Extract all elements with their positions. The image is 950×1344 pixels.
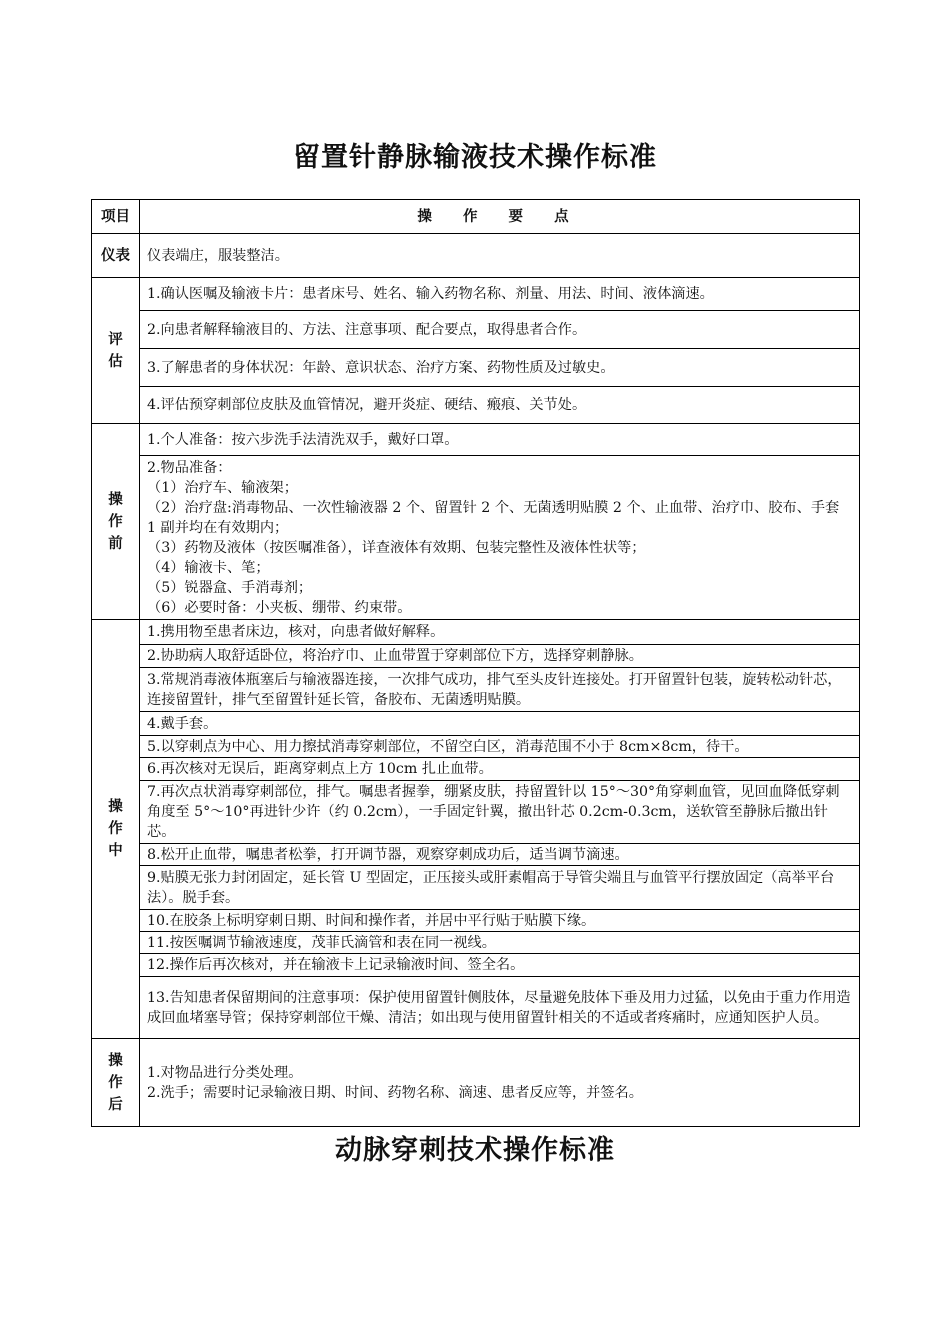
during-item: 2.协助病人取舒适卧位，将治疗巾、止血带置于穿刺部位下方，选择穿刺静脉。 [140,645,860,668]
appearance-row [92,234,860,278]
table-row [92,645,860,668]
during-item: 13.告知患者保留期间的注意事项：保护使用留置针侧肢体，尽量避免肢体下垂及用力过猛，以免由于重力作用造成回血堵塞导管；保持穿刺部位干燥、清洁；如出现与使用留置针相关的不适或者疼痛时，应通知医护人员。 [140,977,860,1039]
table-row [92,387,860,424]
after-text [140,1039,860,1127]
table-row [92,278,860,311]
table-row [92,424,860,456]
next-section-title: 动脉穿刺技术操作标准 [335,1135,615,1166]
assessment-item: 4.评估预穿刺部位皮肤及血管情况，避开炎症、硬结、瘢痕、关节处。 [140,387,860,424]
during-label: 操作中 [92,620,140,1039]
during-item: 9.贴膜无张力封闭固定，延长管 U 型固定，正压接头或肝素帽高于导管尖端且与血管平行摆放固定（高举平台法）。脱手套。 [140,866,860,910]
table-row [92,977,860,1039]
supplies-line: 2.物品准备： [147,459,232,476]
table-row [92,712,860,736]
during-item: 5.以穿刺点为中心、用力擦拭消毒穿刺部位，不留空白区，消毒范围不小于 8cm×8cm，待干。 [140,736,860,758]
table-row [92,1039,860,1127]
table-row [92,910,860,932]
supplies-line: （4）输液卡、笔； [147,559,270,576]
appearance-label: 仪表 [92,234,140,278]
assessment-item: 1.确认医嘱及输液卡片：患者床号、姓名、输入药物名称、剂量、用法、时间、液体滴速。 [140,278,860,311]
supplies-line: （1）治疗车、输液架； [147,479,298,496]
supplies-line: （2）治疗盘:消毒物品、一次性输液器 2 个、留置针 2 个、无菌透明贴膜 2 个、止血带、治疗巾、胶布、手套 1 副并均在有效期内； [147,499,840,536]
appearance-text: 仪表端庄，服装整洁。 [140,234,860,278]
table-row [92,844,860,866]
during-item: 3.常规消毒液体瓶塞后与输液器连接，一次排气成功，排气至头皮针连接处。打开留置针包装，旋转松动针芯，连接留置针，排气至留置针延长管，备胶布、无菌透明贴膜。 [140,668,860,712]
table-row [92,866,860,910]
supplies-line: （3）药物及液体（按医嘱准备），详查液体有效期、包装完整性及液体性状等； [147,539,646,556]
after-line: 2.洗手；需要时记录输液日期、时间、药物名称、滴速、患者反应等，并签名。 [147,1084,643,1101]
during-item: 11.按医嘱调节输液速度，茂菲氏滴管和表在同一视线。 [140,932,860,954]
during-item: 6.再次核对无误后，距离穿刺点上方 10cm 扎止血带。 [140,758,860,781]
table-row [92,311,860,349]
before-item: 1.个人准备：按六步洗手法清洗双手，戴好口罩。 [140,424,860,456]
before-supplies [140,456,860,620]
table-row [92,349,860,387]
table-row [92,668,860,712]
header-item: 项目 [92,200,140,234]
assessment-item: 3.了解患者的身体状况：年龄、意识状态、治疗方案、药物性质及过敏史。 [140,349,860,387]
table-row [92,736,860,758]
during-item: 4.戴手套。 [140,712,860,736]
table-header-row [92,200,860,234]
assessment-item: 2.向患者解释输液目的、方法、注意事项、配合要点，取得患者合作。 [140,311,860,349]
assessment-label: 评估 [92,278,140,424]
supplies-line: （5）锐器盒、手消毒剂； [147,579,313,596]
table-row [92,954,860,977]
during-item: 7.再次点状消毒穿刺部位，排气。嘱患者握拳，绷紧皮肤，持留置针以 15°～30°角穿刺血管，见回血降低穿刺角度至 5°～10°再进针少许（约 0.2cm），一手固定针翼，撤出针芯 0.2cm-0.3cm，送软管至静脉后撤出针芯。 [140,781,860,844]
table-row [92,781,860,844]
page-title: 留置针静脉输液技术操作标准 [293,142,657,173]
during-item: 1.携用物至患者床边，核对，向患者做好解释。 [140,620,860,645]
table-row [92,620,860,645]
procedure-table [91,199,860,1127]
after-line: 1.对物品进行分类处理。 [147,1064,303,1081]
during-item: 8.松开止血带，嘱患者松拳，打开调节器，观察穿刺成功后，适当调节滴速。 [140,844,860,866]
table-row [92,758,860,781]
table-row [92,932,860,954]
during-item: 10.在胶条上标明穿刺日期、时间和操作者，并居中平行贴于贴膜下缘。 [140,910,860,932]
after-label: 操作后 [92,1039,140,1127]
during-item: 12.操作后再次核对，并在输液卡上记录输液时间、签全名。 [140,954,860,977]
before-label: 操作前 [92,424,140,620]
header-points: 操 作 要 点 [140,200,860,234]
supplies-line: （6）必要时备：小夹板、绷带、约束带。 [147,599,412,616]
table-row [92,456,860,620]
